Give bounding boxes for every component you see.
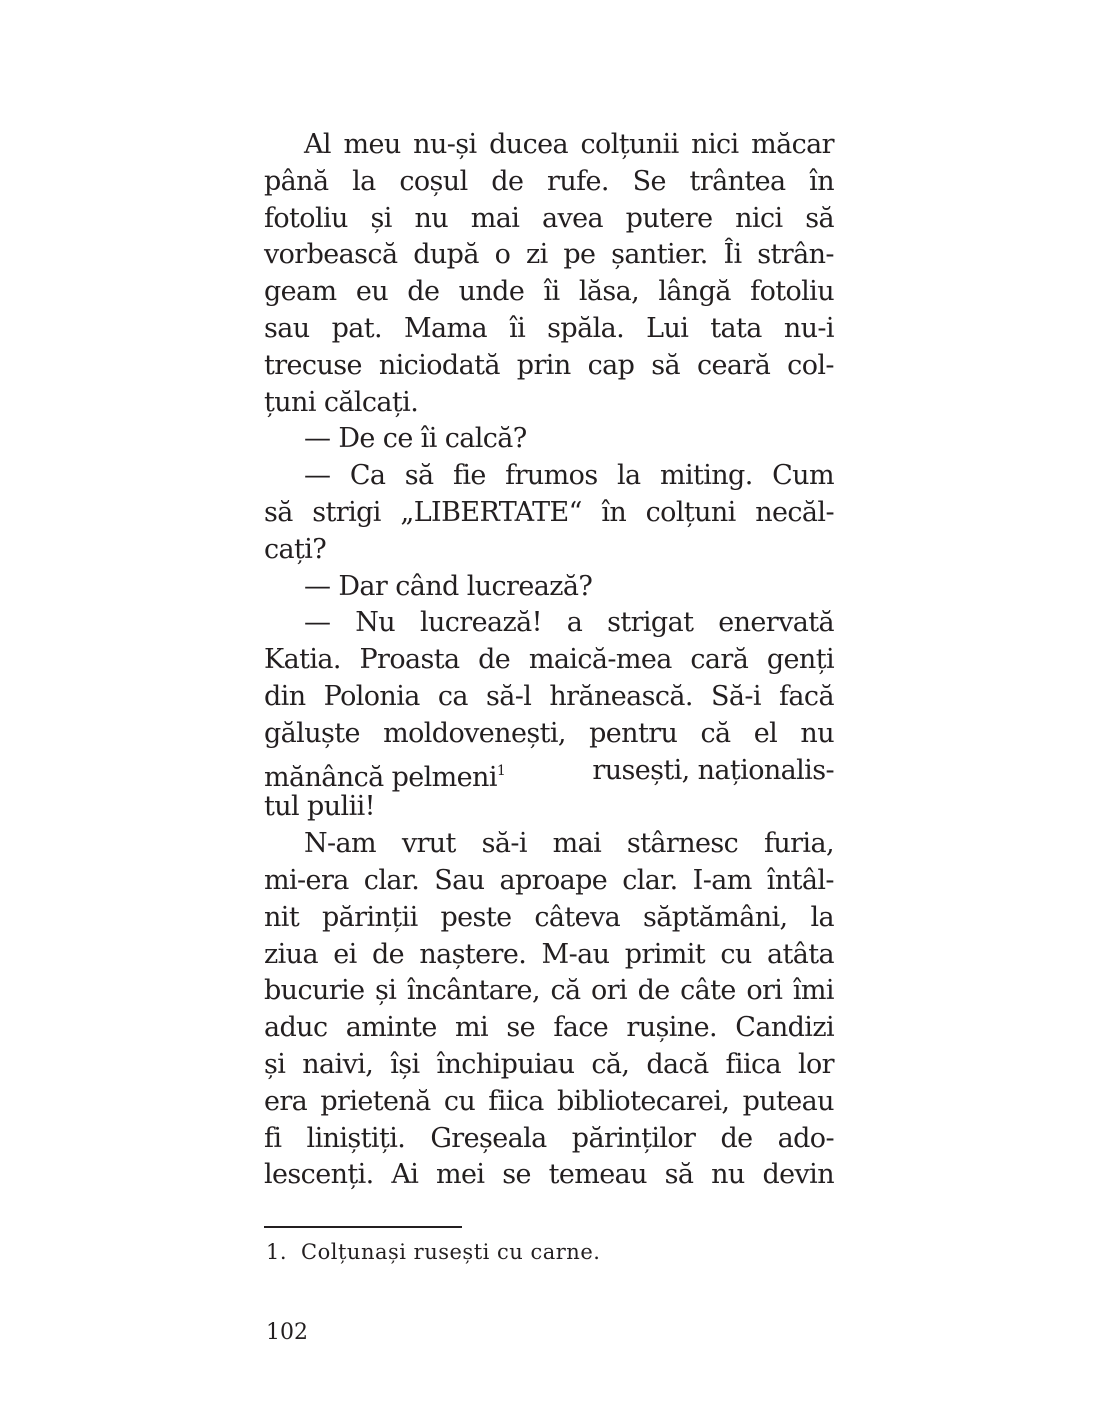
word: de: [372, 938, 405, 970]
word: lângă: [658, 276, 731, 308]
word: M-au: [541, 938, 610, 970]
word: ori: [746, 975, 783, 1007]
word: fie: [452, 460, 486, 492]
word: rușine.: [626, 1012, 717, 1044]
word: trecuse: [264, 349, 362, 381]
text-line: [264, 1157, 834, 1194]
dialogue-paragraph: [264, 569, 834, 606]
word: bucurie: [264, 975, 365, 1007]
word: că: [700, 717, 731, 749]
word: mai: [552, 828, 602, 860]
dialogue-paragraph: [264, 605, 834, 826]
word: săptămâni,: [643, 901, 788, 933]
word: nu: [414, 202, 449, 234]
word: clar.: [622, 864, 678, 896]
word: prin: [516, 349, 571, 381]
word: fiica: [725, 1048, 782, 1080]
word: ei: [333, 938, 357, 970]
word: puteau: [742, 1085, 834, 1117]
text-line: cați?: [264, 533, 327, 565]
word: Cum: [772, 460, 834, 492]
word: ado-: [777, 1122, 834, 1154]
text-line: — De ce îi calcă?: [304, 423, 527, 455]
word: de: [491, 165, 524, 197]
word: fi: [264, 1122, 282, 1154]
word: de: [637, 975, 670, 1007]
word: până: [264, 165, 329, 197]
paragraph: [264, 127, 834, 421]
word: primit: [624, 938, 706, 970]
text-line: [264, 1121, 834, 1158]
word: el: [753, 717, 778, 749]
word: Proasta: [359, 644, 460, 676]
word: rufe.: [547, 165, 609, 197]
word: fotoliu: [264, 202, 348, 234]
word: nu: [800, 717, 834, 749]
word: vrut: [401, 828, 456, 860]
text-fragment: mănâncă pelmeni: [264, 761, 497, 793]
word: trântea: [689, 165, 786, 197]
word: îi: [509, 312, 526, 344]
word: liniștiți.: [306, 1122, 406, 1154]
word: I-am: [692, 864, 752, 896]
word: îi: [543, 276, 560, 308]
word: naivi,: [302, 1048, 374, 1080]
word: temeau: [548, 1159, 647, 1191]
word: Ca: [349, 460, 386, 492]
word: Al: [304, 129, 331, 160]
word: meu: [343, 129, 401, 160]
footnote: [266, 1240, 600, 1264]
text-line: [264, 201, 834, 238]
word: întâl-: [766, 864, 834, 896]
text-segment: rusești, naționalis-: [584, 754, 834, 786]
text-line: [264, 900, 834, 937]
word: „LIBERTATE“: [400, 496, 582, 528]
word: se: [502, 1159, 531, 1191]
word: stârnesc: [626, 828, 739, 860]
word: nu-și: [413, 129, 477, 160]
text-line: [264, 127, 834, 164]
word: să-i: [481, 828, 527, 860]
word: moldovenești,: [383, 717, 566, 749]
footnote-reference[interactable]: 1: [496, 762, 506, 779]
word: colțuni: [645, 496, 736, 528]
word: a: [566, 607, 583, 639]
word: naștere.: [419, 938, 527, 970]
word: clar.: [363, 864, 420, 896]
text-line: tul pulii!: [264, 791, 375, 823]
word: Lui: [646, 312, 689, 344]
word: facă: [779, 680, 834, 712]
word: lăsa,: [578, 276, 640, 308]
word: mi: [455, 1012, 489, 1044]
word: eu: [355, 276, 388, 308]
word: necăl-: [755, 496, 834, 528]
word: bibliotecarei,: [556, 1085, 730, 1117]
word: și: [370, 202, 392, 234]
word: miting.: [659, 460, 753, 492]
word: de: [478, 644, 511, 676]
word: niciodată: [378, 349, 500, 381]
word: frumos: [505, 460, 598, 492]
word: părinții: [321, 901, 418, 933]
word: în: [809, 165, 834, 197]
text-line: [264, 274, 834, 311]
word: îmi: [792, 975, 834, 1007]
word: Se: [632, 165, 666, 197]
word: mi-era: [264, 864, 349, 896]
text-line: [264, 237, 834, 274]
word: hrănească.: [549, 680, 693, 712]
word: Katia.: [264, 644, 341, 676]
body-text: [264, 127, 834, 1194]
word: încântare,: [406, 975, 540, 1007]
word: cu: [443, 1085, 476, 1117]
word: peste: [440, 901, 512, 933]
text-segment: [264, 753, 506, 793]
word: de: [720, 1122, 753, 1154]
word: cap: [587, 349, 635, 381]
word: colțunii: [580, 129, 679, 160]
text-line: [264, 1047, 834, 1084]
word: să: [651, 349, 681, 381]
page-number: 102: [266, 1320, 308, 1345]
word: nici: [735, 202, 783, 234]
word: și: [264, 1048, 286, 1080]
word: găluște: [264, 717, 360, 749]
word: închipuiau: [436, 1048, 575, 1080]
text-line: [264, 605, 834, 642]
word: o: [494, 239, 511, 271]
word: mai: [470, 202, 520, 234]
dialogue-paragraph: [264, 421, 834, 458]
word: Polonia: [323, 680, 420, 712]
word: să: [264, 496, 293, 528]
word: devin: [762, 1159, 834, 1191]
word: Mama: [404, 312, 488, 344]
paragraph: [264, 826, 834, 1194]
word: Îi: [723, 239, 742, 271]
word: furia,: [763, 828, 834, 860]
word: lor: [797, 1048, 834, 1080]
word: ziua: [264, 938, 318, 970]
text-line: [264, 458, 834, 495]
word: câteva: [534, 901, 621, 933]
text-line: [264, 1084, 834, 1121]
word: la: [810, 901, 834, 933]
word: lescenți.: [264, 1159, 374, 1191]
word: strigi: [312, 496, 381, 528]
word: zi: [525, 239, 548, 271]
word: din: [264, 680, 306, 712]
word: ca: [437, 680, 468, 712]
word: Candizi: [735, 1012, 834, 1044]
text-line: [264, 348, 834, 385]
text-line: țuni călcați.: [264, 386, 419, 418]
text-line: [264, 642, 834, 679]
word: avea: [541, 202, 603, 234]
word: măcar: [751, 129, 834, 160]
word: pe: [563, 239, 596, 271]
word: cu: [720, 938, 752, 970]
word: vorbească: [264, 239, 398, 271]
word: câte: [680, 975, 736, 1007]
word: aminte: [345, 1012, 437, 1044]
word: aduc: [264, 1012, 328, 1044]
word: ceară: [697, 349, 771, 381]
word: dacă: [646, 1048, 709, 1080]
word: enervată: [718, 607, 834, 639]
word: pat.: [331, 312, 382, 344]
text-line: — Dar când lucrează?: [304, 570, 593, 602]
dialogue-paragraph: [264, 458, 834, 568]
word: Nu: [355, 607, 396, 639]
word: să-l: [485, 680, 532, 712]
word: fotoliu: [750, 276, 834, 308]
word: —: [304, 460, 331, 492]
text-line: [264, 495, 834, 532]
word: că: [550, 975, 581, 1007]
word: tata: [710, 312, 762, 344]
word: nici: [691, 129, 739, 160]
word: face: [553, 1012, 609, 1044]
text-line: [264, 679, 834, 716]
word: prietenă: [320, 1085, 431, 1117]
word: sau: [264, 312, 310, 344]
word: să: [404, 460, 434, 492]
word: —: [304, 607, 331, 639]
word: la: [352, 165, 376, 197]
text-line: [264, 937, 834, 974]
word: să: [664, 1159, 694, 1191]
word: la: [616, 460, 641, 492]
word: genți: [766, 644, 834, 676]
word: Sau: [434, 864, 485, 896]
text-line: [264, 716, 834, 753]
word: se: [506, 1012, 536, 1044]
text-line: [264, 164, 834, 201]
word: geam: [264, 276, 337, 308]
word: în: [601, 496, 627, 528]
word: șantier.: [611, 239, 708, 271]
word: și: [375, 975, 397, 1007]
word: părinților: [571, 1122, 696, 1154]
word: ducea: [489, 129, 568, 160]
word: de: [407, 276, 440, 308]
word: nu: [711, 1159, 745, 1191]
word: strân-: [757, 239, 834, 271]
text-line: [264, 826, 834, 863]
word: să: [805, 202, 834, 234]
word: N-am: [304, 828, 377, 860]
word: mei: [436, 1159, 485, 1191]
text-line-with-footnote: [264, 753, 834, 793]
word: nit: [264, 901, 300, 933]
word: Ai: [391, 1159, 419, 1191]
word: Greșeala: [430, 1122, 547, 1154]
word: coșul: [399, 165, 468, 197]
text-line: [264, 863, 834, 900]
text-line: [264, 311, 834, 348]
footnote-separator: [264, 1226, 462, 1228]
word: aproape: [499, 864, 608, 896]
word: lucrează!: [419, 607, 542, 639]
word: spăla.: [547, 312, 625, 344]
word: cară: [690, 644, 749, 676]
word: putere: [625, 202, 713, 234]
footnote-text: Colțunași rusești cu carne.: [301, 1240, 601, 1264]
word: ori: [591, 975, 628, 1007]
word: maică-mea: [528, 644, 672, 676]
text-line: [264, 973, 834, 1010]
word: Să-i: [710, 680, 761, 712]
text-line: [264, 1010, 834, 1047]
word: după: [413, 239, 479, 271]
footnote-number: 1.: [266, 1240, 288, 1264]
word: atâta: [766, 938, 834, 970]
word: strigat: [607, 607, 694, 639]
word: unde: [458, 276, 525, 308]
word: era: [264, 1085, 308, 1117]
word: col-: [787, 349, 834, 381]
word: că,: [591, 1048, 630, 1080]
word: fiica: [488, 1085, 544, 1117]
word: își: [390, 1048, 420, 1080]
word: nu-i: [783, 312, 834, 344]
word: pentru: [589, 717, 678, 749]
